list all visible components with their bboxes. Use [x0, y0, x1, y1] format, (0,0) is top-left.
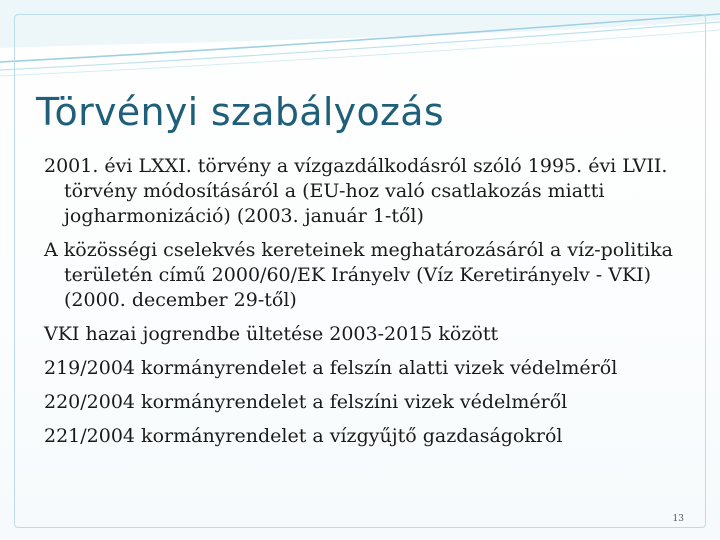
paragraph-221-2004: 221/2004 kormányrendelet a vízgyűjtő gazdaságokról — [44, 425, 563, 447]
paragraph-vki-implementation: VKI hazai jogrendbe ültetése 2003-2015 között — [44, 323, 499, 345]
page-number: 13 — [672, 514, 684, 524]
paragraph-2001-lxxi: 2001. évi LXXI. törvény a vízgazdálkodásról szóló 1995. évi LVII. törvény módosításáról a (EU-hoz való csatlakozás miatti jogharmonizáció) (2003. január 1-től) — [44, 155, 668, 227]
paragraph-vki-directive: A közösségi cselekvés kereteinek meghatározásáról a víz-politika területén című 2000/60/EK Irányelv (Víz Keretirányelv - VKI) (2000. december 29-től) — [44, 239, 673, 311]
paragraph-219-2004: 219/2004 kormányrendelet a felszín alatti vizek védelméről — [44, 357, 618, 379]
slide-title: Törvényi szabályozás — [36, 90, 444, 134]
header-swoosh-decoration — [0, 0, 720, 90]
slide-body — [44, 154, 684, 458]
paragraph-220-2004: 220/2004 kormányrendelet a felszíni vizek védelméről — [44, 391, 568, 413]
